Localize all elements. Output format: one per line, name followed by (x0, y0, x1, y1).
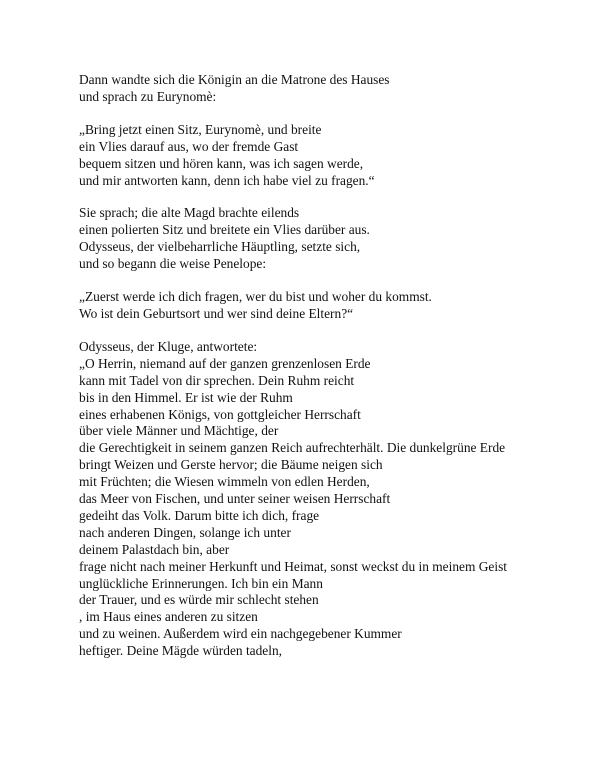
text-line: Sie sprach; die alte Magd brachte eilends (79, 205, 300, 221)
text-line: bringt Weizen und Gerste hervor; die Bäume neigen sich (79, 457, 383, 473)
text-line: „Zuerst werde ich dich fragen, wer du bist und woher du kommst. (79, 289, 432, 305)
text-line: deinem Palastdach bin, aber (79, 541, 230, 557)
text-line: Wo ist dein Geburtsort und wer sind deine Eltern?“ (79, 305, 354, 321)
text-line: das Meer von Fischen, und unter seiner weisen Herrschaft (79, 491, 391, 507)
stanza-5 (79, 339, 524, 660)
text-line: nach anderen Dingen, solange ich unter (79, 524, 291, 540)
text-line: Odysseus, der Kluge, antwortete: (79, 338, 258, 354)
text-line: heftiger. Deine Mägde würden tadeln, (79, 643, 283, 659)
text-line: ein Vlies darauf aus, wo der fremde Gast (79, 138, 299, 154)
text-line: über viele Männer und Mächtige, der (79, 423, 279, 439)
text-line: „Bring jetzt einen Sitz, Eurynomè, und breite (79, 121, 322, 137)
text-line: einen polierten Sitz und breitete ein Vlies darüber aus. (79, 222, 370, 238)
text-line: und sprach zu Eurynomè: (79, 88, 217, 104)
text-line: eines erhabenen Königs, von gottgleicher Herrschaft (79, 406, 361, 422)
text-line: Odysseus, der vielbeharrliche Häuptling, setzte sich, (79, 239, 361, 255)
text-line: der Trauer, und es würde mir schlecht stehen (79, 592, 319, 608)
text-line: und so begann die weise Penelope: (79, 256, 267, 272)
stanza-1 (79, 72, 524, 106)
text-line: „O Herrin, niemand auf der ganzen grenzenlosen Erde (79, 355, 371, 371)
text-line: unglückliche Erinnerungen. Ich bin ein Mann (79, 575, 323, 591)
text-line: Dann wandte sich die Königin an die Matrone des Hauses (79, 72, 390, 87)
text-line: die Gerechtigkeit in seinem ganzen Reich aufrechterhält. Die dunkelgrüne Erde (79, 440, 506, 456)
stanza-2 (79, 122, 524, 190)
text-line: gedeiht das Volk. Darum bitte ich dich, frage (79, 507, 320, 523)
text-line: mit Früchten; die Wiesen wimmeln von edlen Herden, (79, 474, 370, 490)
stanza-4 (79, 289, 524, 323)
text-line: und zu weinen. Außerdem wird ein nachgegebener Kummer (79, 626, 402, 642)
document-page (79, 72, 524, 676)
text-line: bequem sitzen und hören kann, was ich sagen werde, (79, 155, 364, 171)
text-line: und mir antworten kann, denn ich habe viel zu fragen.“ (79, 172, 375, 188)
text-line: kann mit Tadel von dir sprechen. Dein Ruhm reicht (79, 372, 355, 388)
text-line: bis in den Himmel. Er ist wie der Ruhm (79, 389, 293, 405)
stanza-3 (79, 205, 524, 273)
text-line: frage nicht nach meiner Herkunft und Heimat, sonst weckst du in meinem Geist (79, 558, 508, 574)
text-line: , im Haus eines anderen zu sitzen (79, 609, 258, 625)
